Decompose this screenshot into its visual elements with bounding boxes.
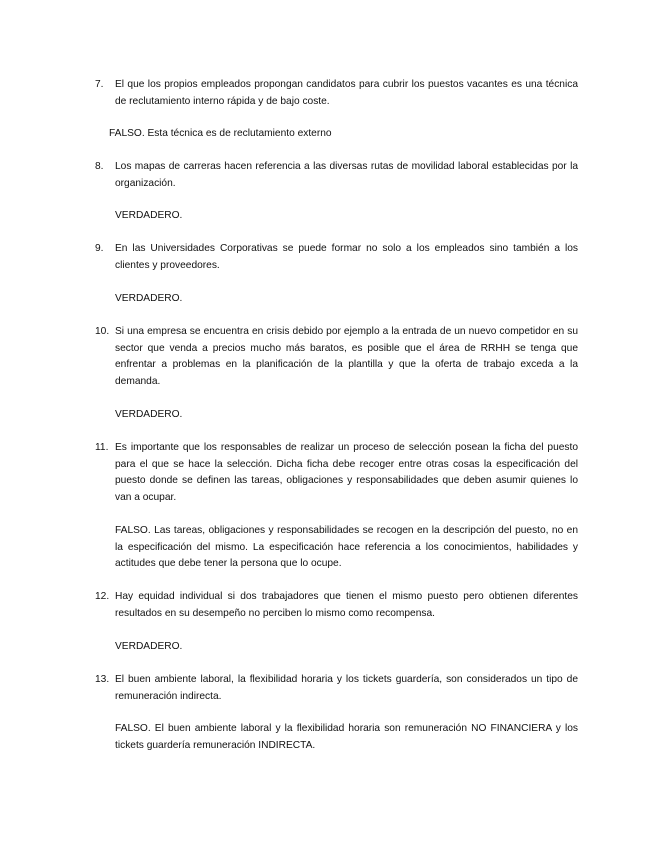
question-number: 8.: [95, 161, 104, 172]
question-number: 7.: [95, 79, 104, 90]
question-text: El que los propios empleados propongan candidatos para cubrir los puestos vacantes es una técnica de reclutamiento interno rápida y de bajo coste.: [115, 79, 578, 107]
question-number: 12.: [95, 591, 110, 602]
question-text: En las Universidades Corporativas se puede formar no solo a los empleados sino también a los clientes y proveedores.: [115, 243, 578, 271]
answer-text: FALSO. El buen ambiente laboral y la flexibilidad horaria son remuneración NO FINANCIERA y los tickets guardería remuneración INDIRECTA.: [115, 723, 578, 751]
answer-text: FALSO. Las tareas, obligaciones y responsabilidades se recogen en la descripción del puesto, no en la especificación del mismo. La especificación hace referencia a los conocimientos, habilidades y actitudes que debe tener la persona que lo ocupe.: [115, 525, 578, 570]
answer-text: FALSO. Esta técnica es de reclutamiento externo: [109, 128, 332, 139]
answer-text: VERDADERO.: [115, 293, 183, 304]
question-text: El buen ambiente laboral, la flexibilidad horaria y los tickets guardería, son considerados un tipo de remuneración indirecta.: [115, 674, 578, 702]
answer-text: VERDADERO.: [115, 210, 183, 221]
question-number: 9.: [95, 243, 104, 254]
question-number: 10.: [95, 326, 110, 337]
question-text: Es importante que los responsables de realizar un proceso de selección posean la ficha del puesto para el que se hace la selección. Dicha ficha debe recoger entre otras cosas la especificación del puesto donde se definen las tareas, obligaciones y responsabilidades que deben asumir quienes lo van a ocupar.: [115, 442, 578, 503]
question-text: Hay equidad individual si dos trabajadores que tienen el mismo puesto pero obtienen diferentes resultados en su desempeño no perciben lo mismo como recompensa.: [115, 591, 578, 619]
question-number: 11.: [95, 442, 109, 453]
question-text: Los mapas de carreras hacen referencia a las diversas rutas de movilidad laboral establecidas por la organización.: [115, 161, 578, 189]
answer-text: VERDADERO.: [115, 641, 183, 652]
question-number: 13.: [95, 674, 110, 685]
answer-text: VERDADERO.: [115, 409, 183, 420]
question-text: Si una empresa se encuentra en crisis debido por ejemplo a la entrada de un nuevo competidor en su sector que venda a precios mucho más baratos, es posible que el área de RRHH se tenga que enfrentar a problemas en la planificación de la plantilla y que la oferta de trabajo exceda a la demanda.: [115, 326, 578, 387]
